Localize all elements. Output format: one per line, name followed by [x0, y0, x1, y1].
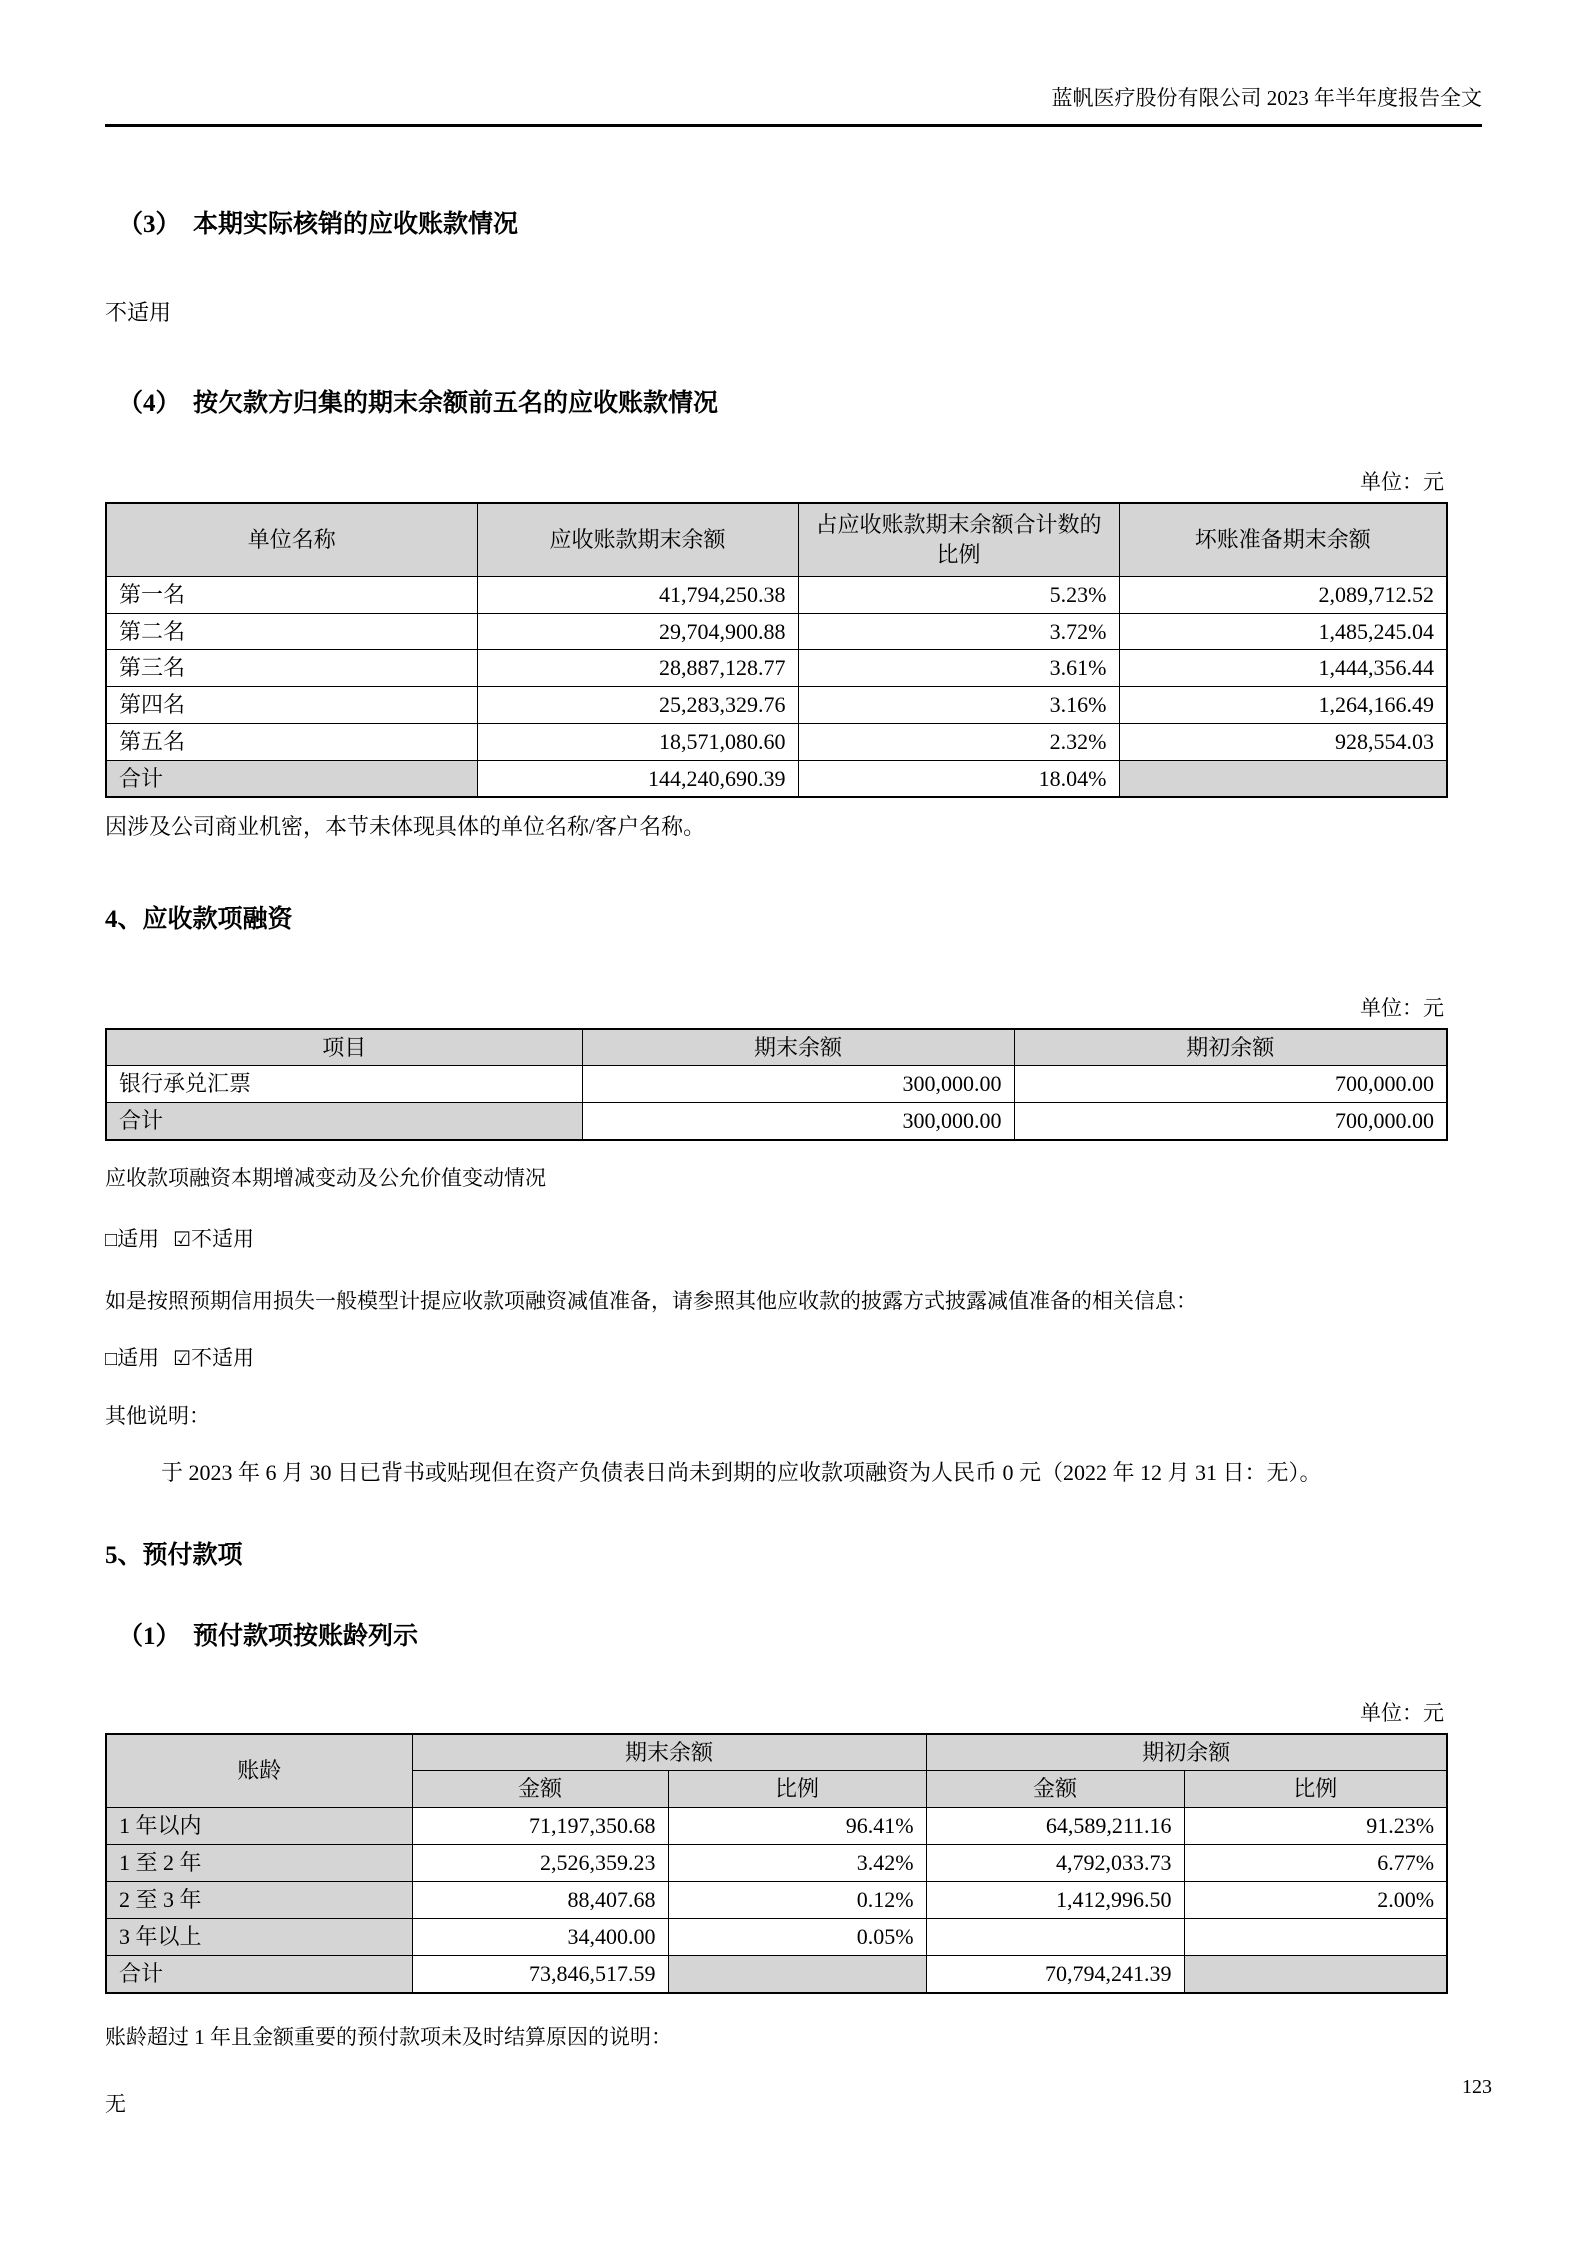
ratio-cell: 3.72%	[798, 613, 1119, 650]
table1-note: 因涉及公司商业机密，本节未体现具体的单位名称/客户名称。	[105, 814, 706, 840]
ratio-cell: 2.32%	[798, 723, 1119, 760]
beginning-ratio-cell: 91.23%	[1184, 1808, 1447, 1845]
beginning-cell: 700,000.00	[1014, 1066, 1447, 1103]
section5-sub-heading: （1） 预付款项按账龄列示	[118, 1623, 419, 1651]
checkbox-unchecked-icon: □	[105, 1348, 118, 1371]
age-cell: 1 年以内	[106, 1808, 412, 1845]
unit-label: 单位：元	[1360, 995, 1444, 1020]
ending-ratio-cell: 0.05%	[668, 1919, 926, 1956]
unit-name-cell: 第一名	[106, 577, 477, 614]
column-header-bad-debt: 坏账准备期末余额	[1119, 503, 1447, 577]
column-header-item: 项目	[106, 1029, 582, 1066]
table-total-row	[106, 760, 1447, 797]
column-header-unit-name: 单位名称	[106, 503, 477, 577]
page-number: 123	[1462, 2076, 1492, 2098]
total-bad-debt-cell	[1119, 760, 1447, 797]
column-header-ending: 期末余额	[582, 1029, 1014, 1066]
ending-balance-cell: 41,794,250.38	[477, 577, 798, 614]
table-header-row	[106, 503, 1447, 577]
total-beginning-amount-cell: 70,794,241.39	[926, 1956, 1184, 1993]
ending-amount-cell: 34,400.00	[412, 1919, 668, 1956]
total-ending-ratio-cell	[668, 1956, 926, 1993]
other-note-body: 于 2023 年 6 月 30 日已背书或贴现但在资产负债表日尚未到期的应收款项融资为人民币 0 元（2022 年 12 月 31 日：无）。	[161, 1460, 1322, 1486]
total-label-cell: 合计	[106, 760, 477, 797]
applicable-label: 适用	[117, 1227, 160, 1252]
ratio-cell: 3.16%	[798, 687, 1119, 724]
total-ending-amount-cell: 73,846,517.59	[412, 1956, 668, 1993]
total-label-cell: 合计	[106, 1102, 582, 1139]
table-row	[106, 723, 1447, 760]
not-applicable-label: 不适用	[191, 1227, 255, 1252]
unit-name-cell: 第三名	[106, 650, 477, 687]
section3-heading: （3） 本期实际核销的应收账款情况	[118, 211, 519, 238]
beginning-amount-cell: 4,792,033.73	[926, 1845, 1184, 1882]
section3-body: 不适用	[105, 300, 172, 326]
ending-cell: 300,000.00	[582, 1066, 1014, 1103]
financing-change-note: 应收款项融资本期增减变动及公允价值变动情况	[105, 1165, 546, 1190]
column-header-age: 账龄	[106, 1734, 412, 1808]
beginning-ratio-cell: 2.00%	[1184, 1882, 1447, 1919]
ending-balance-cell: 28,887,128.77	[477, 650, 798, 687]
table-row	[106, 1845, 1447, 1882]
report-title: 蓝帆医疗股份有限公司 2023 年半年度报告全文	[1051, 86, 1482, 110]
table-row	[106, 1066, 1447, 1103]
bad-debt-cell: 1,444,356.44	[1119, 650, 1447, 687]
applicability-line	[105, 1224, 1482, 1256]
bad-debt-cell: 1,264,166.49	[1119, 687, 1447, 724]
checkbox-checked-icon: ☑	[173, 1229, 192, 1252]
column-header-ratio: 占应收账款期末余额合计数的比例	[798, 503, 1119, 577]
top5-receivables-table	[105, 502, 1448, 799]
ending-balance-cell: 25,283,329.76	[477, 687, 798, 724]
applicable-label: 适用	[117, 1346, 160, 1371]
total-label-cell: 合计	[106, 1956, 412, 1993]
ending-amount-cell: 2,526,359.23	[412, 1845, 668, 1882]
table-row	[106, 650, 1447, 687]
section4-sub-heading: （4） 按欠款方归集的期末余额前五名的应收账款情况	[118, 390, 719, 418]
ratio-cell: 5.23%	[798, 577, 1119, 614]
checkbox-checked-icon: ☑	[173, 1348, 192, 1371]
receivables-financing-table	[105, 1028, 1448, 1141]
applicability-line	[105, 1343, 1482, 1375]
bad-debt-cell: 1,485,245.04	[1119, 613, 1447, 650]
age-cell: 2 至 3 年	[106, 1882, 412, 1919]
age-cell: 1 至 2 年	[106, 1845, 412, 1882]
total-ratio-cell: 18.04%	[798, 760, 1119, 797]
beginning-amount-cell	[926, 1919, 1184, 1956]
column-header-ending-balance: 应收账款期末余额	[477, 503, 798, 577]
ending-balance-cell: 18,571,080.60	[477, 723, 798, 760]
unit-label: 单位：元	[1360, 469, 1444, 494]
checkbox-unchecked-icon: □	[105, 1229, 118, 1252]
beginning-amount-cell: 1,412,996.50	[926, 1882, 1184, 1919]
ending-amount-cell: 88,407.68	[412, 1882, 668, 1919]
ending-ratio-cell: 0.12%	[668, 1882, 926, 1919]
table-header-row	[106, 1029, 1447, 1066]
column-header-ratio: 比例	[1184, 1771, 1447, 1808]
document-header	[105, 82, 1482, 127]
unit-name-cell: 第二名	[106, 613, 477, 650]
column-header-amount: 金额	[926, 1771, 1184, 1808]
column-header-ending: 期末余额	[412, 1734, 926, 1771]
table-row	[106, 577, 1447, 614]
bad-debt-cell: 2,089,712.52	[1119, 577, 1447, 614]
total-ending-balance-cell: 144,240,690.39	[477, 760, 798, 797]
item-cell: 银行承兑汇票	[106, 1066, 582, 1103]
age-cell: 3 年以上	[106, 1919, 412, 1956]
table-total-row	[106, 1102, 1447, 1139]
not-applicable-label: 不适用	[191, 1346, 255, 1371]
table-row	[106, 1882, 1447, 1919]
aging-note-body: 无	[105, 2092, 126, 2117]
total-ending-cell: 300,000.00	[582, 1102, 1014, 1139]
table-row	[106, 1919, 1447, 1956]
unit-label: 单位：元	[1360, 1700, 1444, 1725]
table-total-row	[106, 1956, 1447, 1993]
total-beginning-ratio-cell	[1184, 1956, 1447, 1993]
beginning-amount-cell: 64,589,211.16	[926, 1808, 1184, 1845]
ending-ratio-cell: 3.42%	[668, 1845, 926, 1882]
ending-amount-cell: 71,197,350.68	[412, 1808, 668, 1845]
table-row	[106, 613, 1447, 650]
unit-name-cell: 第四名	[106, 687, 477, 724]
table-header-row	[106, 1734, 1447, 1771]
beginning-ratio-cell: 6.77%	[1184, 1845, 1447, 1882]
aging-note: 账龄超过 1 年且金额重要的预付款项未及时结算原因的说明：	[105, 2024, 672, 2049]
unit-name-cell: 第五名	[106, 723, 477, 760]
column-header-beginning: 期初余额	[926, 1734, 1447, 1771]
column-header-beginning: 期初余额	[1014, 1029, 1447, 1066]
ratio-cell: 3.61%	[798, 650, 1119, 687]
impairment-note: 如是按照预期信用损失一般模型计提应收款项融资减值准备，请参照其他应收款的披露方式披露减值准备的相关信息：	[105, 1288, 1197, 1313]
ending-balance-cell: 29,704,900.88	[477, 613, 798, 650]
beginning-ratio-cell	[1184, 1919, 1447, 1956]
other-note-label: 其他说明：	[105, 1403, 210, 1428]
bad-debt-cell: 928,554.03	[1119, 723, 1447, 760]
table-row	[106, 687, 1447, 724]
table-row	[106, 1808, 1447, 1845]
column-header-amount: 金额	[412, 1771, 668, 1808]
column-header-ratio: 比例	[668, 1771, 926, 1808]
prepayments-aging-table	[105, 1733, 1448, 1994]
total-beginning-cell: 700,000.00	[1014, 1102, 1447, 1139]
ending-ratio-cell: 96.41%	[668, 1808, 926, 1845]
section5-heading: 5、预付款项	[105, 1542, 243, 1570]
section4-heading: 4、应收款项融资	[105, 906, 293, 934]
